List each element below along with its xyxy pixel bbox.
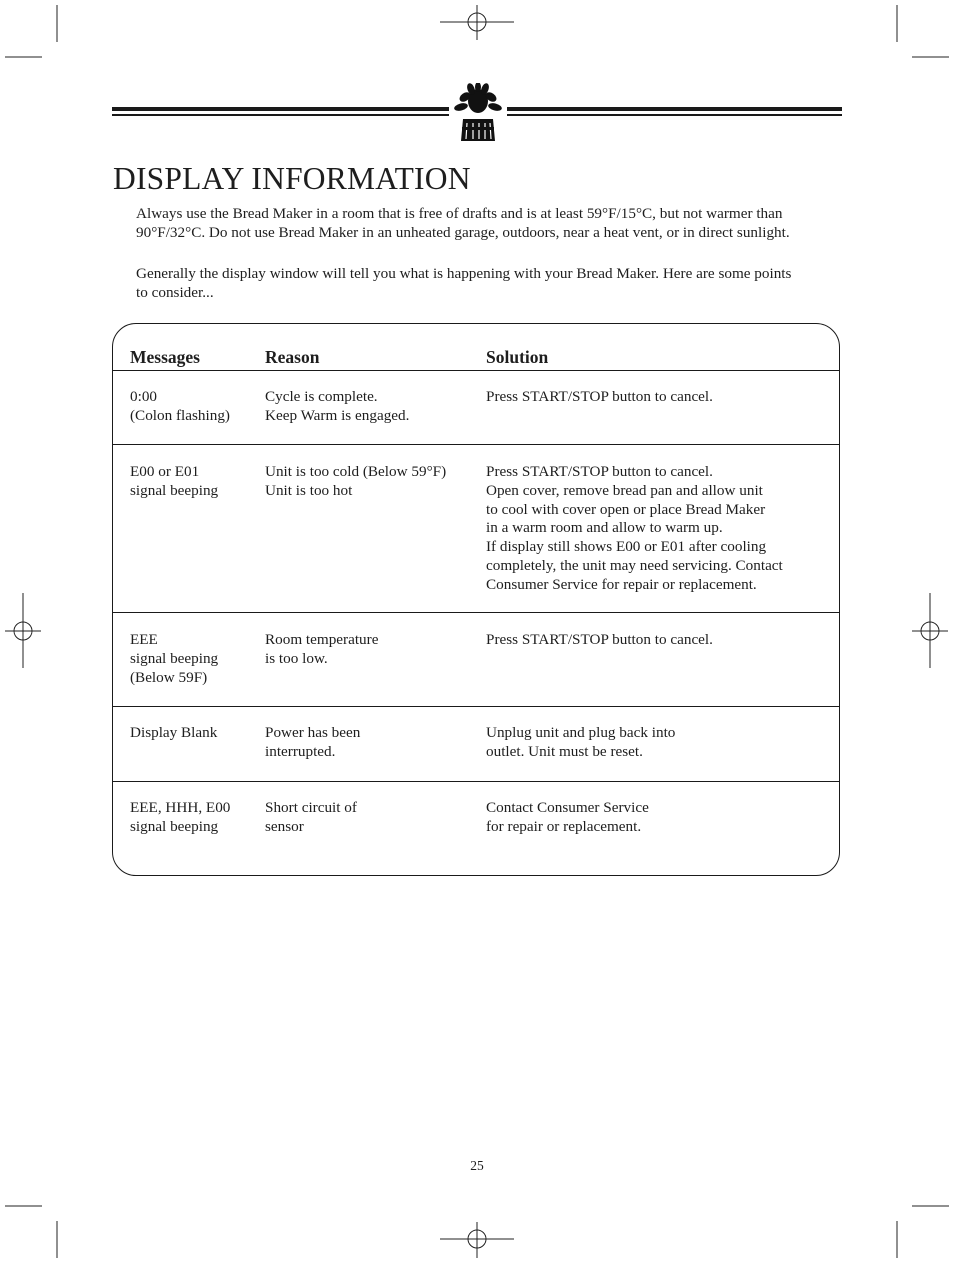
intro-paragraph-1: Always use the Bread Maker in a room that is free of drafts and is at least 59°F/15°C, but not warmer than 90°F/32°C. Do not use Bread Maker in an unheated garage, outdoors, near a heat vent, or in direct sunlight. [136, 205, 790, 241]
row-2-solution: Press START/STOP button to cancel. Open cover, remove bread pan and allow unit to cool with cover open or place Bread Maker in a warm room and allow to warm up. If display still shows E00 or E01 after cooling completely, the unit may need servicing. Contact Consumer Service for repair or replacement. [486, 463, 783, 593]
page-number: 25 [470, 1158, 484, 1173]
row-4-message: Display Blank [130, 724, 218, 741]
row-4-reason: Power has been interrupted. [265, 724, 361, 760]
row-divider [112, 706, 840, 707]
intro-paragraph-2: Generally the display window will tell you what is happening with your Bread Maker. Here are some points to consider... [136, 265, 792, 301]
row-divider [112, 781, 840, 782]
header-reason: Reason [265, 347, 320, 367]
row-1-solution: Press START/STOP button to cancel. [486, 388, 713, 405]
row-divider [112, 370, 840, 371]
row-5-reason: Short circuit of sensor [265, 799, 357, 835]
header-solution: Solution [486, 347, 549, 367]
row-2-reason: Unit is too cold (Below 59°F) Unit is too hot [265, 463, 447, 499]
row-2-message: E00 or E01 signal beeping [130, 463, 219, 499]
page-title: DISPLAY INFORMATION [113, 161, 471, 196]
row-1-reason: Cycle is complete. Keep Warm is engaged. [265, 388, 410, 424]
wheat-sheaf-icon [449, 83, 507, 147]
row-5-solution: Contact Consumer Service for repair or replacement. [486, 799, 649, 835]
row-divider [112, 444, 840, 445]
row-3-solution: Press START/STOP button to cancel. [486, 631, 713, 648]
row-4-solution: Unplug unit and plug back into outlet. Unit must be reset. [486, 724, 676, 760]
row-divider [112, 612, 840, 613]
row-1-message: 0:00 (Colon flashing) [130, 388, 230, 424]
row-5-message: EEE, HHH, E00 signal beeping [130, 799, 231, 835]
row-3-message: EEE signal beeping (Below 59F) [130, 631, 219, 686]
header-messages: Messages [130, 347, 200, 367]
row-3-reason: Room temperature is too low. [265, 631, 379, 667]
